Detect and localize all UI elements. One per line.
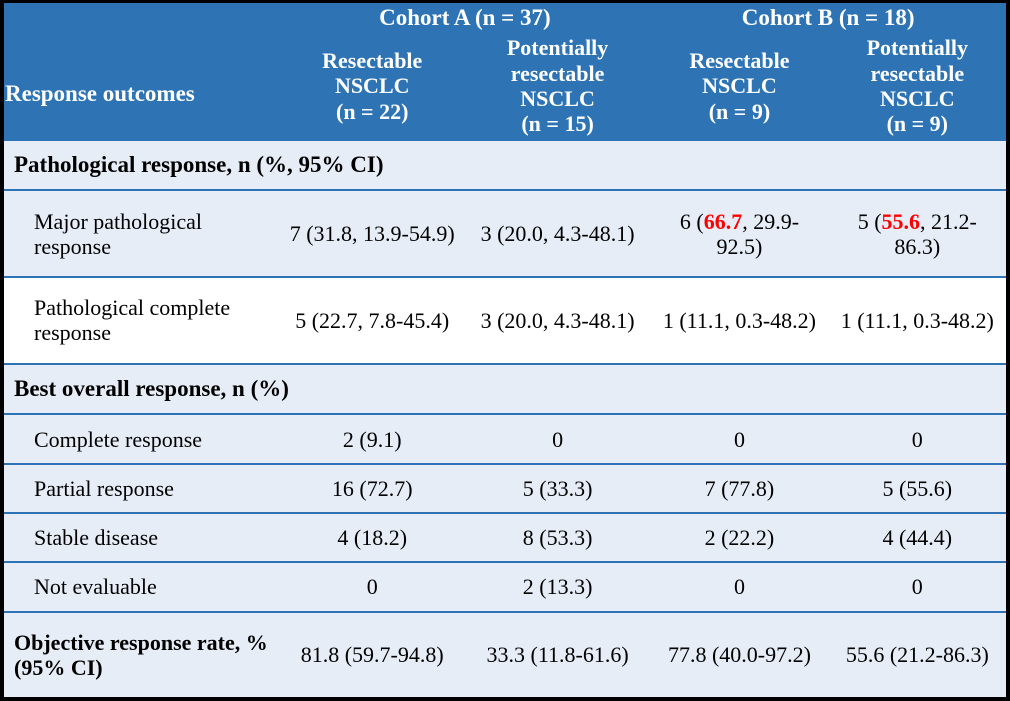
cell-major-path-resectable-a: 7 (31.8, 13.9-54.9) [280, 190, 465, 277]
cell-partial-response-resectable-a: 16 (72.7) [280, 464, 465, 513]
cell-path-complete-potentially-b: 1 (11.1, 0.3-48.2) [829, 277, 1006, 364]
header-col-potentially-resectable-b-l2: resectable [870, 60, 965, 86]
header-col-potentially-resectable-b-l3: NSCLC [880, 86, 955, 112]
section-header-pathological-response [4, 140, 1006, 191]
table-row [4, 414, 1006, 463]
cell-stable-disease-potentially-a: 8 (53.3) [465, 513, 650, 562]
header-col-resectable-a-l1: Resectable [322, 48, 423, 74]
section-header-best-overall-response [4, 364, 1006, 415]
cell-complete-response-potentially-b: 0 [829, 414, 1006, 463]
table-row [4, 190, 1006, 277]
table-body [4, 140, 1006, 697]
table-header [4, 3, 1006, 140]
header-cohort-row [4, 3, 1006, 33]
cell-post: , 29.9-92.5) [716, 208, 800, 259]
cell-partial-response-resectable-b: 7 (77.8) [650, 464, 828, 513]
row-label-not-evaluable: Not evaluable [4, 562, 280, 611]
header-col-resectable-a-l3: (n = 22) [336, 98, 409, 124]
row-label-partial-response: Partial response [4, 464, 280, 513]
cell-path-complete-potentially-a: 3 (20.0, 4.3-48.1) [465, 277, 650, 364]
cell-partial-response-potentially-a: 5 (33.3) [465, 464, 650, 513]
header-col-potentially-resectable-b-l4: (n = 9) [886, 111, 949, 137]
header-col-potentially-resectable-a-l3: NSCLC [520, 86, 595, 112]
table-row [4, 464, 1006, 513]
header-col-resectable-a-l2: NSCLC [334, 73, 410, 99]
cell-major-path-potentially-b [829, 190, 1006, 277]
header-cohort-b: Cohort B (n = 18) [650, 3, 1006, 33]
row-label-complete-response: Complete response [4, 414, 280, 463]
table-row [4, 277, 1006, 364]
row-label-stable-disease: Stable disease [4, 513, 280, 562]
cell-orr-resectable-a: 81.8 (59.7-94.8) [280, 612, 465, 697]
header-col-potentially-resectable-a [465, 33, 650, 139]
cell-highlight: 66.7 [703, 208, 743, 234]
cell-post: , 21.2-86.3) [894, 208, 977, 259]
header-cohort-a: Cohort A (n = 37) [280, 3, 651, 33]
header-col-resectable-a [280, 33, 465, 139]
cell-stable-disease-resectable-a: 4 (18.2) [280, 513, 465, 562]
cell-stable-disease-potentially-b: 4 (44.4) [829, 513, 1006, 562]
cell-path-complete-resectable-b: 1 (11.1, 0.3-48.2) [650, 277, 828, 364]
row-label-pathological-complete-response: Pathological complete response [4, 277, 280, 364]
row-label-major-pathological-response: Major pathological response [4, 190, 280, 277]
table-row-objective-response-rate [4, 612, 1006, 697]
cell-complete-response-potentially-a: 0 [465, 414, 650, 463]
cell-not-evaluable-resectable-a: 0 [280, 562, 465, 611]
cell-complete-response-resectable-b: 0 [650, 414, 828, 463]
header-col-potentially-resectable-a-l4: (n = 15) [521, 111, 594, 137]
cell-complete-response-resectable-a: 2 (9.1) [280, 414, 465, 463]
cell-pre: 5 ( [857, 208, 882, 234]
cell-not-evaluable-resectable-b: 0 [650, 562, 828, 611]
response-outcomes-table [4, 3, 1006, 697]
cell-orr-potentially-b: 55.6 (21.2-86.3) [829, 612, 1006, 697]
cell-orr-resectable-b: 77.8 (40.0-97.2) [650, 612, 828, 697]
table-row [4, 562, 1006, 611]
cell-not-evaluable-potentially-a: 2 (13.3) [465, 562, 650, 611]
header-col-potentially-resectable-a-l2: resectable [510, 60, 605, 86]
header-corner-blank [4, 3, 280, 140]
cell-orr-potentially-a: 33.3 (11.8-61.6) [465, 612, 650, 697]
table-row [4, 513, 1006, 562]
row-label-objective-response-rate: Objective response rate, % (95% CI) [4, 612, 280, 697]
cell-path-complete-resectable-a: 5 (22.7, 7.8-45.4) [280, 277, 465, 364]
cell-not-evaluable-potentially-b: 0 [829, 562, 1006, 611]
section-title-pathological-response: Pathological response, n (%, 95% CI) [4, 140, 1006, 191]
cell-highlight: 55.6 [881, 208, 921, 234]
header-col-potentially-resectable-b-l1: Potentially [866, 35, 969, 61]
cell-major-path-resectable-b [650, 190, 828, 277]
cell-pre: 6 ( [679, 208, 704, 234]
header-col-resectable-b-l3: (n = 9) [708, 98, 771, 124]
cell-major-path-potentially-a: 3 (20.0, 4.3-48.1) [465, 190, 650, 277]
header-col-resectable-b-l1: Resectable [689, 48, 790, 74]
cell-partial-response-potentially-b: 5 (55.6) [829, 464, 1006, 513]
header-col-potentially-resectable-b [829, 33, 1006, 139]
header-col-resectable-b [650, 33, 828, 139]
section-title-best-overall-response: Best overall response, n (%) [4, 364, 1006, 415]
header-response-outcomes-label: Response outcomes [5, 81, 279, 107]
header-col-potentially-resectable-a-l1: Potentially [506, 35, 609, 61]
header-col-resectable-b-l2: NSCLC [702, 73, 777, 99]
cell-stable-disease-resectable-b: 2 (22.2) [650, 513, 828, 562]
